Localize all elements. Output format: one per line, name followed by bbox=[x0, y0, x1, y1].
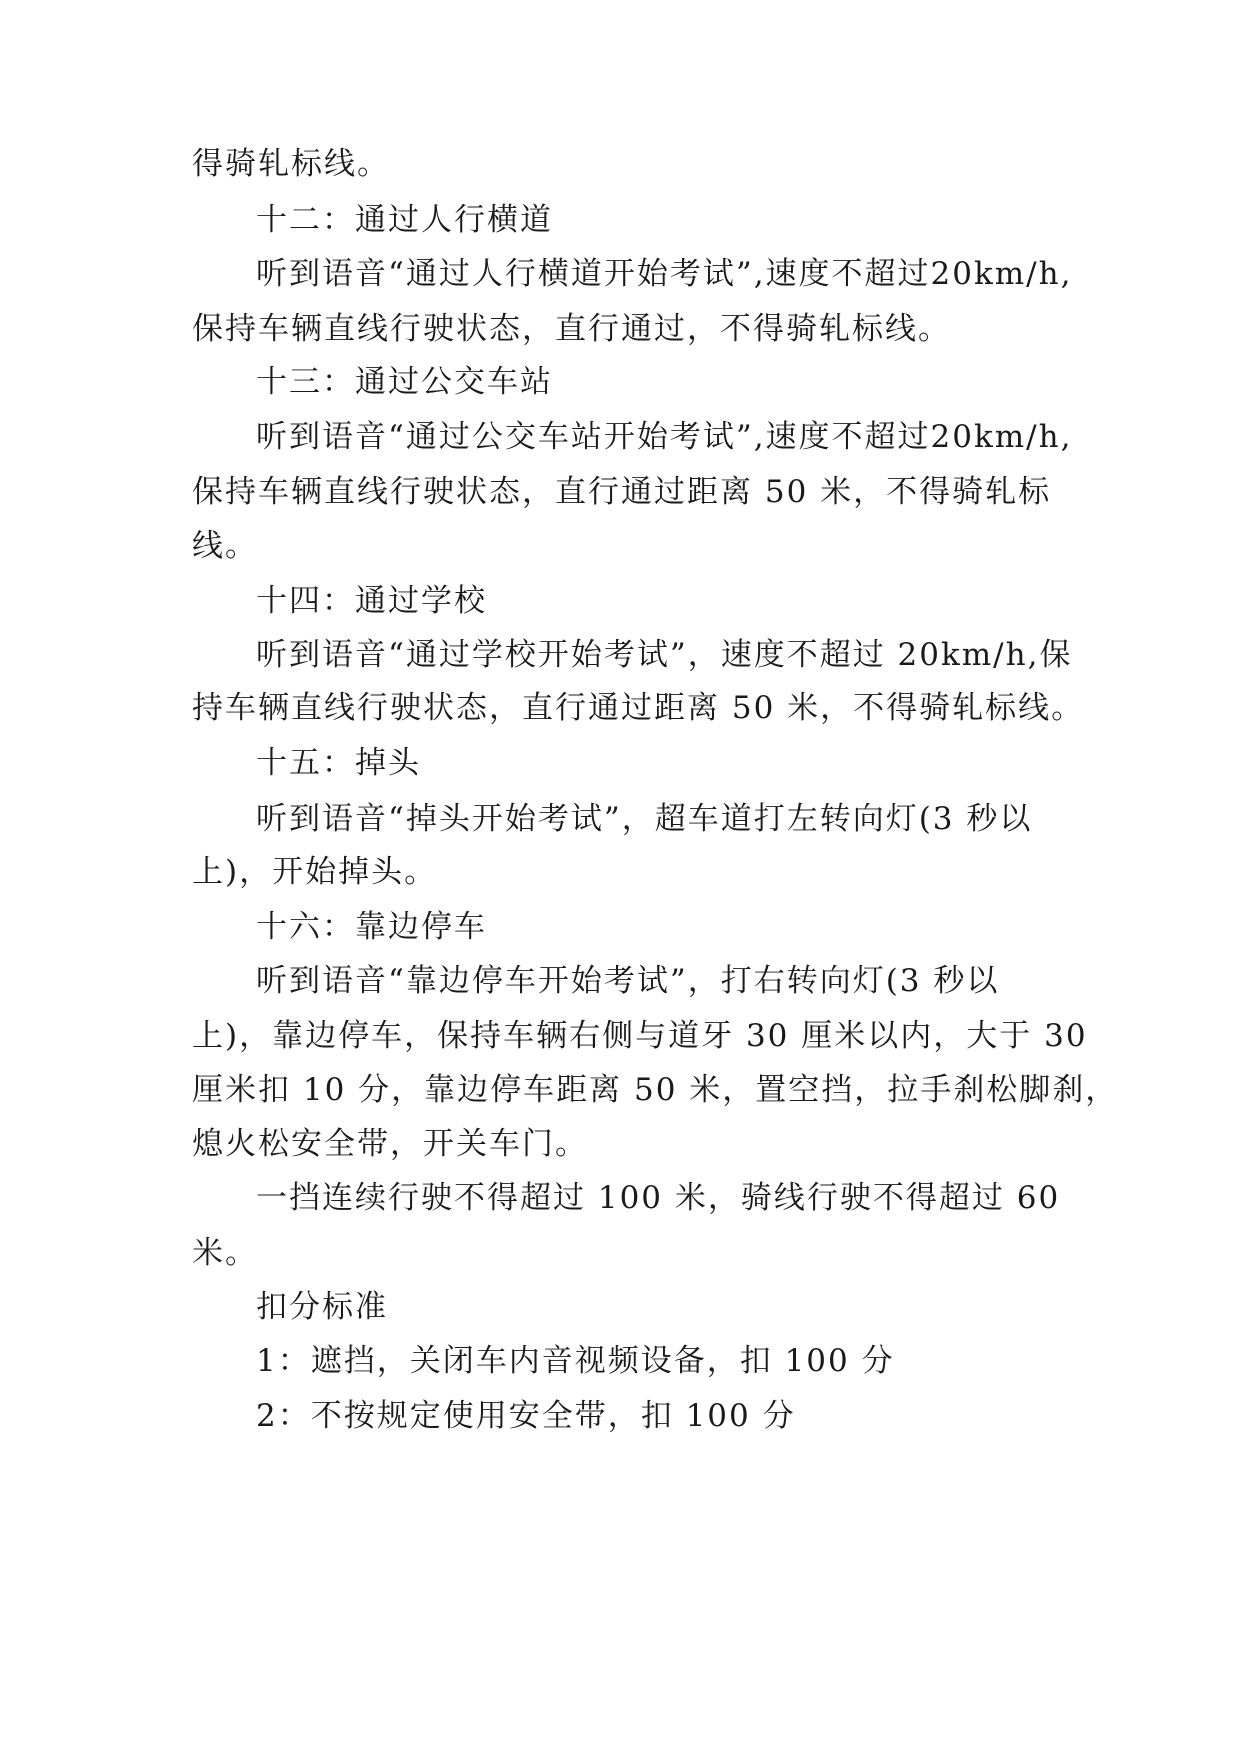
section-heading: 十二：通过人行横道 bbox=[256, 202, 553, 238]
text-line: 上)，开始掉头。 bbox=[192, 854, 438, 890]
section-heading: 十六：靠边停车 bbox=[256, 909, 487, 945]
text-line: 听到语音“通过公交车站开始考试”,速度不超过20km/h, bbox=[256, 419, 1073, 455]
text-line: 持车辆直线行驶状态，直行通过距离 50 米，不得骑轧标线。 bbox=[192, 690, 1085, 726]
text-line: 听到语音“靠边停车开始考试”，打右转向灯(3 秒以 bbox=[256, 963, 1000, 999]
text-line: 米。 bbox=[192, 1235, 258, 1271]
text-line: 线。 bbox=[192, 528, 258, 564]
list-item: 1：遮挡，关闭车内音视频设备，扣 100 分 bbox=[256, 1343, 895, 1379]
text-line: 得骑轧标线。 bbox=[192, 146, 390, 182]
text-line: 听到语音“掉头开始考试”，超车道打左转向灯(3 秒以 bbox=[256, 801, 1033, 837]
section-heading: 十五：掉头 bbox=[256, 745, 421, 781]
text-line: 一挡连续行驶不得超过 100 米，骑线行驶不得超过 60 bbox=[256, 1180, 1061, 1216]
text-line: 听到语音“通过学校开始考试”，速度不超过 20km/h,保 bbox=[256, 637, 1073, 673]
section-heading: 十三：通过公交车站 bbox=[256, 364, 553, 400]
list-item: 2：不按规定使用安全带，扣 100 分 bbox=[256, 1398, 796, 1434]
text-line: 熄火松安全带，开关车门。 bbox=[192, 1126, 588, 1162]
section-heading: 扣分标准 bbox=[256, 1289, 388, 1325]
section-heading: 十四：通过学校 bbox=[256, 583, 487, 619]
text-line: 厘米扣 10 分，靠边停车距离 50 米，置空挡，拉手刹松脚刹， bbox=[192, 1072, 1119, 1108]
text-line: 上)，靠边停车，保持车辆右侧与道牙 30 厘米以内，大于 30 bbox=[192, 1018, 1088, 1054]
text-line: 听到语音“通过人行横道开始考试”,速度不超过20km/h, bbox=[256, 256, 1073, 292]
text-line: 保持车辆直线行驶状态，直行通过，不得骑轧标线。 bbox=[192, 311, 951, 347]
text-line: 保持车辆直线行驶状态，直行通过距离 50 米，不得骑轧标 bbox=[192, 474, 1052, 510]
